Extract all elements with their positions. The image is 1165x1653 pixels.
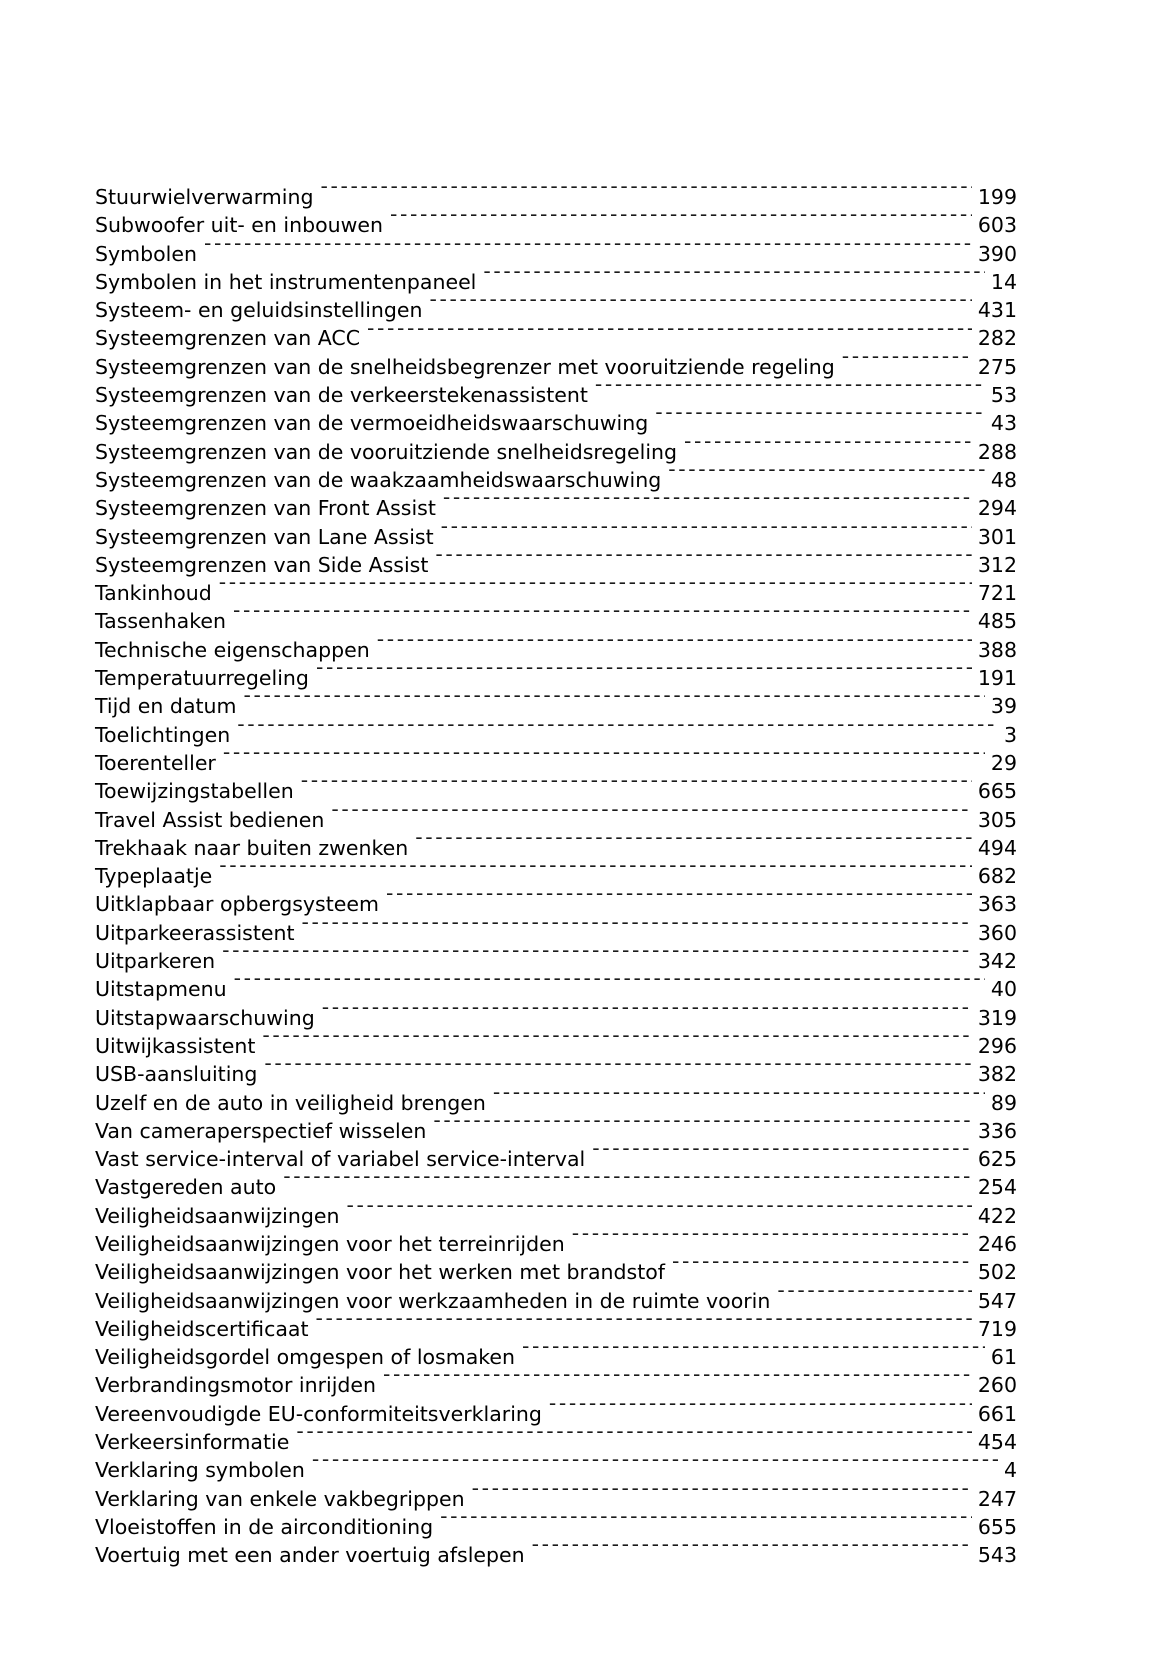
- index-entry-leader: [572, 1230, 972, 1251]
- index-entry-leader: [219, 580, 972, 601]
- index-entry[interactable]: [95, 1117, 1017, 1145]
- index-entry-title: Uitwijkassistent: [95, 1033, 256, 1058]
- index-entry-page-number: 260: [977, 1373, 1017, 1398]
- index-entry-page-number: 547: [977, 1288, 1017, 1313]
- index-entry[interactable]: [95, 1004, 1017, 1032]
- index-entry-leader: [244, 693, 985, 714]
- index-entry-leader: [264, 1061, 971, 1082]
- index-entry-leader: [493, 1089, 985, 1110]
- index-entry-title: Systeemgrenzen van de verkeerstekenassistent: [95, 383, 588, 408]
- index-entry-page-number: 665: [977, 779, 1017, 804]
- index-entry[interactable]: [95, 1089, 1017, 1117]
- index-entry[interactable]: [95, 777, 1017, 805]
- index-entry-leader: [377, 636, 972, 657]
- index-entry-leader: [433, 1117, 972, 1138]
- index-entry[interactable]: [95, 947, 1017, 975]
- index-entry-page-number: 191: [977, 666, 1017, 691]
- index-entry-title: Trekhaak naar buiten zwenken: [95, 835, 409, 860]
- index-entry[interactable]: [95, 1428, 1017, 1456]
- index-entry-page-number: 661: [977, 1401, 1017, 1426]
- index-entry-leader: [443, 495, 972, 516]
- index-entry-leader: [233, 608, 972, 629]
- index-entry-page-number: 305: [977, 807, 1017, 832]
- index-entry-leader: [219, 863, 972, 884]
- index-entry-leader: [222, 948, 972, 969]
- index-entry[interactable]: [95, 721, 1017, 749]
- index-entry[interactable]: [95, 1173, 1017, 1201]
- index-entry-page-number: 485: [977, 609, 1017, 634]
- index-entry[interactable]: [95, 183, 1017, 211]
- index-entry[interactable]: [95, 296, 1017, 324]
- index-entry-page-number: 3: [1003, 722, 1017, 747]
- index-entry-title: Systeemgrenzen van de vooruitziende snelheidsregeling: [95, 439, 678, 464]
- index-entry-page-number: 494: [977, 835, 1017, 860]
- index-entry-page-number: 14: [990, 269, 1017, 294]
- index-entry-title: Verklaring van enkele vakbegrippen: [95, 1486, 465, 1511]
- index-entry-title: Vereenvoudigde EU-conformiteitsverklaring: [95, 1401, 542, 1426]
- index-entry[interactable]: [95, 1400, 1017, 1428]
- index-entry-page-number: 319: [977, 1005, 1017, 1030]
- index-entry-leader: [483, 268, 985, 289]
- index-entry-leader: [302, 919, 972, 940]
- index-entry-leader: [532, 1542, 972, 1563]
- index-entry-title: USB-aansluiting: [95, 1062, 258, 1087]
- index-entry[interactable]: [95, 1513, 1017, 1541]
- index-entry-leader: [777, 1287, 972, 1308]
- index-entry-title: Veiligheidsaanwijzingen voor het terreinrijden: [95, 1231, 565, 1256]
- index-entry[interactable]: [95, 381, 1017, 409]
- index-entry-leader: [435, 551, 971, 572]
- index-entry-title: Travel Assist bedienen: [95, 807, 325, 832]
- index-entry[interactable]: [95, 1258, 1017, 1286]
- index-entry-title: Verklaring symbolen: [95, 1458, 305, 1483]
- index-entry-leader: [316, 665, 972, 686]
- index-entry-title: Toerenteller: [95, 750, 216, 775]
- index-entry-title: Typeplaatje: [95, 864, 213, 889]
- index-entry-leader: [331, 806, 972, 827]
- index-entry-leader: [316, 1315, 972, 1336]
- index-entry-page-number: 43: [990, 411, 1017, 436]
- index-entry[interactable]: [95, 975, 1017, 1003]
- index-entry[interactable]: [95, 523, 1017, 551]
- index-entry-leader: [842, 353, 972, 374]
- index-entry-leader: [430, 297, 972, 318]
- index-entry-leader: [234, 976, 985, 997]
- index-entry-page-number: 342: [977, 949, 1017, 974]
- index-entry-page-number: 390: [977, 241, 1017, 266]
- index-entry-title: Van cameraperspectief wisselen: [95, 1118, 427, 1143]
- index-entry-page-number: 682: [977, 864, 1017, 889]
- index-entry-title: Verkeersinformatie: [95, 1430, 290, 1455]
- index-entry-page-number: 288: [977, 439, 1017, 464]
- index-entry-title: Tankinhoud: [95, 581, 212, 606]
- index-entry-leader: [237, 721, 998, 742]
- index-entry[interactable]: [95, 494, 1017, 522]
- index-entry-list: [95, 183, 1017, 1570]
- index-entry-leader: [383, 1372, 972, 1393]
- index-entry[interactable]: [95, 211, 1017, 239]
- index-entry-title: Uzelf en de auto in veiligheid brengen: [95, 1090, 486, 1115]
- index-entry-title: Voertuig met een ander voertuig afslepen: [95, 1543, 525, 1568]
- index-entry-title: Tassenhaken: [95, 609, 226, 634]
- index-entry-page-number: 246: [977, 1231, 1017, 1256]
- index-entry-title: Veiligheidsaanwijzingen voor werkzaamheden in de ruimte voorin: [95, 1288, 771, 1313]
- index-entry-leader: [592, 1146, 972, 1167]
- index-entry[interactable]: [95, 438, 1017, 466]
- index-entry-page-number: 360: [977, 920, 1017, 945]
- index-entry-page-number: 301: [977, 524, 1017, 549]
- index-entry[interactable]: [95, 551, 1017, 579]
- index-entry-title: Uitstapmenu: [95, 977, 227, 1002]
- index-entry-leader: [367, 325, 972, 346]
- index-entry-page-number: 53: [990, 383, 1017, 408]
- index-entry-leader: [283, 1174, 972, 1195]
- index-entry-page-number: 655: [977, 1514, 1017, 1539]
- index-entry[interactable]: [95, 1145, 1017, 1173]
- index-entry-page-number: 625: [977, 1147, 1017, 1172]
- index-entry[interactable]: [95, 890, 1017, 918]
- index-entry-page-number: 61: [990, 1345, 1017, 1370]
- index-entry[interactable]: [95, 353, 1017, 381]
- index-entry-page-number: 282: [977, 326, 1017, 351]
- index-entry-leader: [390, 212, 972, 233]
- index-entry-page-number: 39: [990, 694, 1017, 719]
- index-entry[interactable]: [95, 1202, 1017, 1230]
- index-entry[interactable]: [95, 268, 1017, 296]
- index-entry[interactable]: [95, 862, 1017, 890]
- index-entry-title: Uitparkeren: [95, 949, 216, 974]
- index-entry-leader: [346, 1202, 971, 1223]
- index-entry[interactable]: [95, 579, 1017, 607]
- index-entry-title: Systeemgrenzen van de vermoeidheidswaarschuwing: [95, 411, 649, 436]
- index-entry-title: Systeemgrenzen van de waakzaamheidswaarschuwing: [95, 467, 662, 492]
- index-entry-leader: [296, 1429, 972, 1450]
- index-entry-page-number: 29: [990, 750, 1017, 775]
- index-entry[interactable]: [95, 834, 1017, 862]
- index-entry[interactable]: [95, 1287, 1017, 1315]
- index-entry[interactable]: [95, 1485, 1017, 1513]
- index-entry-title: Veiligheidsaanwijzingen voor het werken met brandstof: [95, 1260, 666, 1285]
- index-entry-title: Veiligheidscertificaat: [95, 1316, 309, 1341]
- index-entry-page-number: 336: [977, 1118, 1017, 1143]
- index-entry-page-number: 382: [977, 1062, 1017, 1087]
- index-entry-page-number: 603: [977, 213, 1017, 238]
- index-entry[interactable]: [95, 749, 1017, 777]
- index-entry[interactable]: [95, 806, 1017, 834]
- index-entry[interactable]: [95, 1032, 1017, 1060]
- index-entry-leader: [322, 1004, 972, 1025]
- index-entry-page-number: 4: [1003, 1458, 1017, 1483]
- index-entry[interactable]: [95, 607, 1017, 635]
- index-entry-title: Systeemgrenzen van ACC: [95, 326, 361, 351]
- index-entry-leader: [655, 410, 985, 431]
- index-entry-title: Technische eigenschappen: [95, 637, 370, 662]
- index-entry-page-number: 543: [977, 1543, 1017, 1568]
- index-entry-page-number: 48: [990, 467, 1017, 492]
- index-entry-leader: [472, 1485, 972, 1506]
- index-entry-leader: [386, 891, 972, 912]
- index-entry-title: Tijd en datum: [95, 694, 237, 719]
- index-entry[interactable]: [95, 1343, 1017, 1371]
- index-entry-title: Vastgereden auto: [95, 1175, 277, 1200]
- index-entry-leader: [415, 834, 972, 855]
- index-entry-leader: [312, 1457, 998, 1478]
- index-entry-page-number: 502: [977, 1260, 1017, 1285]
- index-entry-page-number: 199: [977, 185, 1017, 209]
- index-entry[interactable]: [95, 1541, 1017, 1569]
- index-entry-title: Vast service-interval of variabel service-interval: [95, 1147, 586, 1172]
- index-entry-page-number: 721: [977, 581, 1017, 606]
- index-entry-page-number: 296: [977, 1033, 1017, 1058]
- index-entry-leader: [440, 1513, 972, 1534]
- index-entry-page-number: 312: [977, 552, 1017, 577]
- index-entry-title: Symbolen in het instrumentenpaneel: [95, 269, 477, 294]
- index-entry-page-number: 719: [977, 1316, 1017, 1341]
- index-entry-page-number: 388: [977, 637, 1017, 662]
- index-entry[interactable]: [95, 919, 1017, 947]
- index-entry-title: Toelichtingen: [95, 722, 231, 747]
- index-entry[interactable]: [95, 636, 1017, 664]
- index-entry[interactable]: [95, 1315, 1017, 1343]
- index-entry-page-number: 431: [977, 298, 1017, 323]
- index-entry-title: Subwoofer uit- en inbouwen: [95, 213, 384, 238]
- index-entry-title: Uitparkeerassistent: [95, 920, 295, 945]
- index-entry-title: Temperatuurregeling: [95, 666, 309, 691]
- index-entry[interactable]: [95, 1230, 1017, 1258]
- index-entry-leader: [672, 1259, 972, 1280]
- index-entry-page-number: 275: [977, 354, 1017, 379]
- index-entry[interactable]: [95, 664, 1017, 692]
- index-entry-page-number: 89: [990, 1090, 1017, 1115]
- index-entry-page-number: 363: [977, 892, 1017, 917]
- index-entry-leader: [441, 523, 972, 544]
- index-entry-title: Symbolen: [95, 241, 197, 266]
- index-entry-page-number: 254: [977, 1175, 1017, 1200]
- index-entry[interactable]: [95, 324, 1017, 352]
- index-entry-title: Stuurwielverwarming: [95, 185, 314, 209]
- index-entry-title: Veiligheidsaanwijzingen: [95, 1203, 340, 1228]
- index-entry-title: Systeemgrenzen van de snelheidsbegrenzer met vooruitziende regeling: [95, 354, 835, 379]
- index-entry-title: Systeemgrenzen van Lane Assist: [95, 524, 434, 549]
- index-entry-leader: [522, 1344, 985, 1365]
- index-entry-page-number: 40: [990, 977, 1017, 1002]
- index-entry-page-number: 294: [977, 496, 1017, 521]
- index-entry-leader: [320, 184, 971, 205]
- index-entry[interactable]: [95, 409, 1017, 437]
- index-entry-title: Uitklapbaar opbergsysteem: [95, 892, 379, 917]
- index-entry[interactable]: [95, 1060, 1017, 1088]
- index-entry[interactable]: [95, 1371, 1017, 1399]
- index-entry-leader: [262, 1032, 971, 1053]
- index-entry-title: Uitstapwaarschuwing: [95, 1005, 315, 1030]
- index-entry-page-number: 422: [977, 1203, 1017, 1228]
- index-entry[interactable]: [95, 692, 1017, 720]
- index-entry-page-number: 247: [977, 1486, 1017, 1511]
- index-entry[interactable]: [95, 1456, 1017, 1484]
- index-entry-leader: [301, 778, 972, 799]
- index-entry-title: Systeem- en geluidsinstellingen: [95, 298, 423, 323]
- index-entry-title: Systeemgrenzen van Front Assist: [95, 496, 436, 521]
- index-entry[interactable]: [95, 240, 1017, 268]
- index-entry-leader: [668, 466, 985, 487]
- index-entry-page-number: 454: [977, 1430, 1017, 1455]
- index-entry-title: Vloeistoffen in de airconditioning: [95, 1514, 434, 1539]
- index-entry-title: Veiligheidsgordel omgespen of losmaken: [95, 1345, 516, 1370]
- index-entry-title: Systeemgrenzen van Side Assist: [95, 552, 429, 577]
- index-entry-title: Toewijzingstabellen: [95, 779, 294, 804]
- index-entry-leader: [204, 240, 972, 261]
- index-entry-leader: [223, 749, 985, 770]
- index-entry[interactable]: [95, 466, 1017, 494]
- index-entry-leader: [684, 438, 972, 459]
- index-entry-leader: [549, 1400, 972, 1421]
- index-entry-leader: [595, 382, 985, 403]
- index-entry-title: Verbrandingsmotor inrijden: [95, 1373, 377, 1398]
